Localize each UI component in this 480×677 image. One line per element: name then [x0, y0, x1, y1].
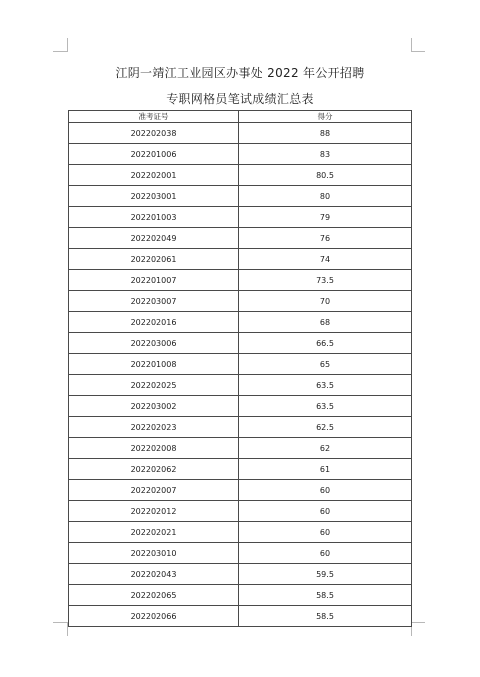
header-score: 得分 — [239, 111, 412, 123]
exam-number-cell: 202201007 — [69, 270, 239, 291]
exam-number-cell: 202201003 — [69, 207, 239, 228]
table-row — [69, 417, 412, 438]
exam-number-cell: 202203002 — [69, 396, 239, 417]
table-row — [69, 123, 412, 144]
table-row — [69, 375, 412, 396]
score-cell: 60 — [239, 522, 412, 543]
score-cell: 58.5 — [239, 585, 412, 606]
exam-number-cell: 202203001 — [69, 186, 239, 207]
exam-number-cell: 202202001 — [69, 165, 239, 186]
table-row — [69, 585, 412, 606]
exam-number-cell: 202202012 — [69, 501, 239, 522]
exam-number-cell: 202201008 — [69, 354, 239, 375]
score-cell: 60 — [239, 543, 412, 564]
table-row — [69, 480, 412, 501]
crop-mark-bottom-right — [411, 622, 425, 623]
score-cell: 79 — [239, 207, 412, 228]
score-cell: 73.5 — [239, 270, 412, 291]
table-row — [69, 312, 412, 333]
score-cell: 63.5 — [239, 375, 412, 396]
crop-mark-bottom-left — [53, 622, 67, 623]
exam-number-cell: 202201006 — [69, 144, 239, 165]
score-cell: 66.5 — [239, 333, 412, 354]
crop-mark-top-right — [411, 51, 425, 52]
exam-number-cell: 202203007 — [69, 291, 239, 312]
document-title: 江阴一靖江工业园区办事处 2022 年公开招聘 — [115, 66, 365, 80]
table-row — [69, 186, 412, 207]
score-cell: 62 — [239, 438, 412, 459]
score-cell: 80 — [239, 186, 412, 207]
crop-mark-top-left — [53, 51, 67, 52]
table-row — [69, 291, 412, 312]
table-row — [69, 249, 412, 270]
score-cell: 61 — [239, 459, 412, 480]
table-row — [69, 522, 412, 543]
exam-number-cell: 202202025 — [69, 375, 239, 396]
exam-number-cell: 202203010 — [69, 543, 239, 564]
table-row — [69, 165, 412, 186]
table-row — [69, 606, 412, 627]
exam-number-cell: 202202021 — [69, 522, 239, 543]
exam-number-cell: 202202008 — [69, 438, 239, 459]
score-cell: 80.5 — [239, 165, 412, 186]
score-cell: 60 — [239, 501, 412, 522]
table-row — [69, 543, 412, 564]
exam-number-cell: 202202065 — [69, 585, 239, 606]
table-row — [69, 333, 412, 354]
score-table — [68, 110, 412, 627]
score-cell: 74 — [239, 249, 412, 270]
table-row — [69, 564, 412, 585]
score-cell: 68 — [239, 312, 412, 333]
score-cell: 83 — [239, 144, 412, 165]
table-row — [69, 438, 412, 459]
header-exam-number: 准考证号 — [69, 111, 239, 123]
table-row — [69, 207, 412, 228]
table-row — [69, 270, 412, 291]
exam-number-cell: 202203006 — [69, 333, 239, 354]
exam-number-cell: 202202062 — [69, 459, 239, 480]
document-subtitle: 专职网格员笔试成绩汇总表 — [166, 92, 314, 106]
table-row — [69, 501, 412, 522]
exam-number-cell: 202202023 — [69, 417, 239, 438]
exam-number-cell: 202202016 — [69, 312, 239, 333]
exam-number-cell: 202202038 — [69, 123, 239, 144]
score-cell: 70 — [239, 291, 412, 312]
table-row — [69, 354, 412, 375]
table-header-row — [69, 111, 412, 123]
score-cell: 62.5 — [239, 417, 412, 438]
score-cell: 60 — [239, 480, 412, 501]
exam-number-cell: 202202049 — [69, 228, 239, 249]
table-row — [69, 459, 412, 480]
exam-number-cell: 202202066 — [69, 606, 239, 627]
score-cell: 63.5 — [239, 396, 412, 417]
exam-number-cell: 202202007 — [69, 480, 239, 501]
exam-number-cell: 202202043 — [69, 564, 239, 585]
crop-mark-top-right — [411, 38, 412, 52]
score-cell: 88 — [239, 123, 412, 144]
exam-number-cell: 202202061 — [69, 249, 239, 270]
score-cell: 65 — [239, 354, 412, 375]
table-row — [69, 396, 412, 417]
score-cell: 59.5 — [239, 564, 412, 585]
table-row — [69, 144, 412, 165]
crop-mark-top-left — [67, 38, 68, 52]
score-cell: 58.5 — [239, 606, 412, 627]
score-cell: 76 — [239, 228, 412, 249]
table-row — [69, 228, 412, 249]
